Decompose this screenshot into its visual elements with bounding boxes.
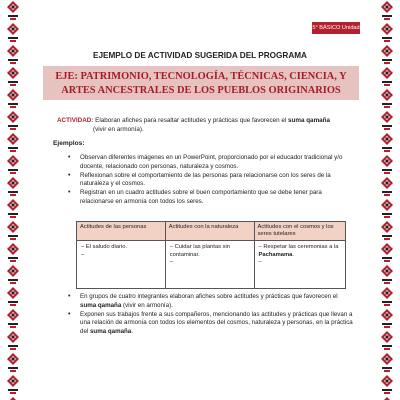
grade-badge: 5° BÁSICO Unidad 4 xyxy=(312,22,360,34)
activity-statement xyxy=(57,116,357,134)
list-highlight: suma qamaña xyxy=(80,301,122,309)
cell-text: – xyxy=(169,259,173,266)
border-pattern-icon xyxy=(380,0,394,400)
border-pattern-icon xyxy=(6,0,20,400)
cell-text-part: – Respetar las ceremonias a la xyxy=(258,244,339,250)
list-item: • Reflexionan sobre el comportamiento de las personas para relacionarse con los seres de la naturaleza y el cosmos. xyxy=(68,172,353,189)
list-item xyxy=(68,293,353,310)
attitudes-table xyxy=(76,221,346,289)
list-item: • Registran en un cuadro actitudes sobre el buen comportamiento que se debe tener para relacionarse en armonía con todos los seres. xyxy=(68,189,353,206)
right-decorative-border xyxy=(380,0,394,400)
table-header-cell: Actitudes con la naturaleza xyxy=(165,222,254,241)
cell-text-part: . xyxy=(292,251,294,258)
cell-highlight: Pachamama xyxy=(258,251,293,258)
list-highlight: suma qamaña xyxy=(89,327,132,335)
examples-list xyxy=(68,154,353,207)
cell-text: – Cuidar las plantas sin contaminar. xyxy=(169,244,231,258)
list-text: . xyxy=(131,327,133,335)
axis-title-line-1: EJE: PATRIMONIO, TECNOLOGÍA, TÉCNICAS, CIENCIA, Y xyxy=(55,71,347,82)
examples-heading: Ejemplos: xyxy=(53,140,85,147)
list-text: Exponen sus trabajos frente a sus compañeros, mencionando las actitudes y prácticas que llevan a una relación de armonía con todos los elementos del cosmos, naturaleza y personas, en la práctica del xyxy=(80,310,353,335)
list-item xyxy=(68,311,353,337)
document-title: EJEMPLO DE ACTIVIDAD SUGERIDA DEL PROGRAMA xyxy=(93,51,307,60)
table-header-row xyxy=(77,222,346,241)
axis-title-line-2: ARTES ANCESTRALES DE LOS PUEBLOS ORIGINARIOS xyxy=(61,85,341,96)
table-header-cell: Actitudes con el cosmos y los seres tutelares xyxy=(254,222,345,241)
left-decorative-border xyxy=(6,0,20,400)
activity-label: ACTIVIDAD: xyxy=(57,117,94,124)
cell-text: – xyxy=(81,251,85,258)
list-text: (vivir en armonía). xyxy=(121,301,173,309)
list-text: En grupos de cuatro integrantes elaboran afiches sobre actitudes y prácticas que favorecen el xyxy=(80,293,338,300)
follow-up-list xyxy=(68,293,353,337)
table-cell xyxy=(254,241,345,289)
cell-text: – xyxy=(258,259,262,266)
list-item: • Observan diferentes imágenes en un PowerPoint, proporcionado por el educador tradicional y/o docente, relacionado con personas, naturaleza y cosmos. xyxy=(68,154,353,171)
axis-banner xyxy=(43,66,359,100)
table-header-cell: Actitudes de las personas xyxy=(77,222,166,241)
activity-highlight: suma qamaña xyxy=(288,117,331,124)
cell-text: – El saludo diario. xyxy=(81,244,128,250)
cell-text xyxy=(259,244,341,259)
table-cell xyxy=(165,241,254,289)
activity-text: Elaboran afiches para resaltar actitudes y prácticas que favorecen el xyxy=(93,117,289,124)
table-cell xyxy=(77,241,166,289)
table-row xyxy=(77,241,346,289)
activity-text-continued: (vivir en armonía). xyxy=(93,126,144,133)
